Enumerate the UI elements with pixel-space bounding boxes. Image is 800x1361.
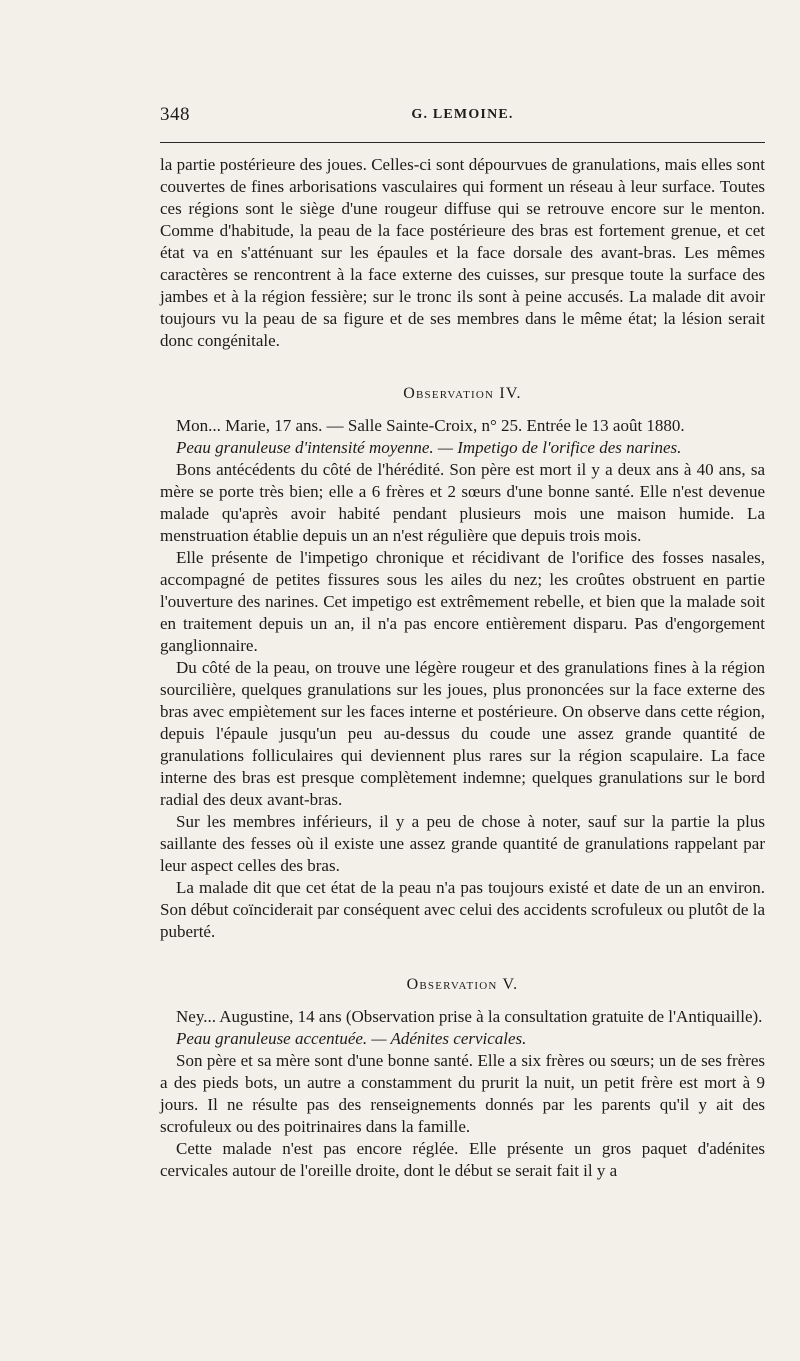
section-title: Observation V. <box>406 976 519 993</box>
page-body <box>160 154 765 1182</box>
paragraph: la partie postérieure des joues. Celles-ci sont dépourvues de granulations, mais elles sont couvertes de fines arborisations vasculaires qui forment un réseau à leur surface. Toutes ces régions sont le siège d'une rougeur diffuse qui se retrouve encore sur le menton. Comme d'habitude, la peau de la face postérieure des bras est fortement grenue, et cet état va en s'atténuant sur les épaules et la face dorsale des avant-bras. Les mêmes caractères se rencontrent à la face externe des cuisses, sur presque toute la surface des jambes et à la région fessière; sur le tronc ils sont à peine accusés. La malade dit avoir toujours vu la peau de sa figure et de ses membres dans le même état; la lésion serait donc congénitale. <box>160 155 765 350</box>
paragraph: Mon... Marie, 17 ans. — Salle Sainte-Croix, n° 25. Entrée le 13 août 1880. <box>176 416 685 435</box>
paragraph: Cette malade n'est pas encore réglée. Elle présente un gros paquet d'adénites cervicales autour de l'oreille droite, dont le début se serait fait il y a <box>160 1139 765 1180</box>
paragraph: Elle présente de l'impetigo chronique et récidivant de l'orifice des fosses nasales, accompagné de petites fissures sous les ailes du nez; les croûtes obstruent en partie l'ouverture des narines. Cet impetigo est extrêmement rebelle, et bien que la malade soit en traitement depuis un an, il n'a pas encore entièrement disparu. Pas d'engorgement ganglionnaire. <box>160 548 765 655</box>
paragraph: La malade dit que cet état de la peau n'a pas toujours existé et date de un an environ. Son début coïnciderait par conséquent avec celui des accidents scrofuleux ou plutôt de la puberté. <box>160 878 765 941</box>
case-subtitle: Peau granuleuse accentuée. — Adénites cervicales. <box>176 1029 527 1048</box>
paragraph: Ney... Augustine, 14 ans (Observation prise à la consultation gratuite de l'Antiquaille). <box>176 1007 763 1026</box>
page-header <box>160 104 765 132</box>
case-subtitle: Peau granuleuse d'intensité moyenne. — Impetigo de l'orifice des narines. <box>176 438 682 457</box>
paragraph: Son père et sa mère sont d'une bonne santé. Elle a six frères ou sœurs; un de ses frères a des pieds bots, un autre a constamment du prurit la nuit, un petit frère est mort à 9 jours. Il ne résulte pas des renseignements donnés par les parents qu'il y ait des scrofuleux ou des poitrinaires dans la famille. <box>160 1051 765 1136</box>
paragraph: Bons antécédents du côté de l'hérédité. Son père est mort il y a deux ans à 40 ans, sa mère se porte très bien; elle a 6 frères et 2 sœurs d'une bonne santé. Elle n'est devenue malade qu'après avoir habité pendant plusieurs mois une maison humide. La menstruation établie depuis un an n'est régulière que depuis trois mois. <box>160 460 765 545</box>
header-rule <box>160 142 765 143</box>
paragraph: Du côté de la peau, on trouve une légère rougeur et des granulations fines à la région sourcilière, quelques granulations sur les joues, plus prononcées sur la face externe des bras avec empiètement sur les faces interne et postérieure. On observe dans cette région, depuis l'épaule jusqu'un peu au-dessus du coude une assez grande quantité de granulations folliculaires qui deviennent plus rares sur la région scapulaire. La face interne des bras est presque complètement indemne; quelques granulations sur le bord radial des deux avant-bras. <box>160 658 765 809</box>
section-title: Observation IV. <box>403 385 522 402</box>
page-number: 348 <box>160 104 190 125</box>
running-head: G. LEMOINE. <box>411 107 514 122</box>
paragraph: Sur les membres inférieurs, il y a peu de chose à noter, sauf sur la partie la plus saillante des fesses où il existe une assez grande quantité de granulations rappelant par leur aspect celles des bras. <box>160 812 765 875</box>
